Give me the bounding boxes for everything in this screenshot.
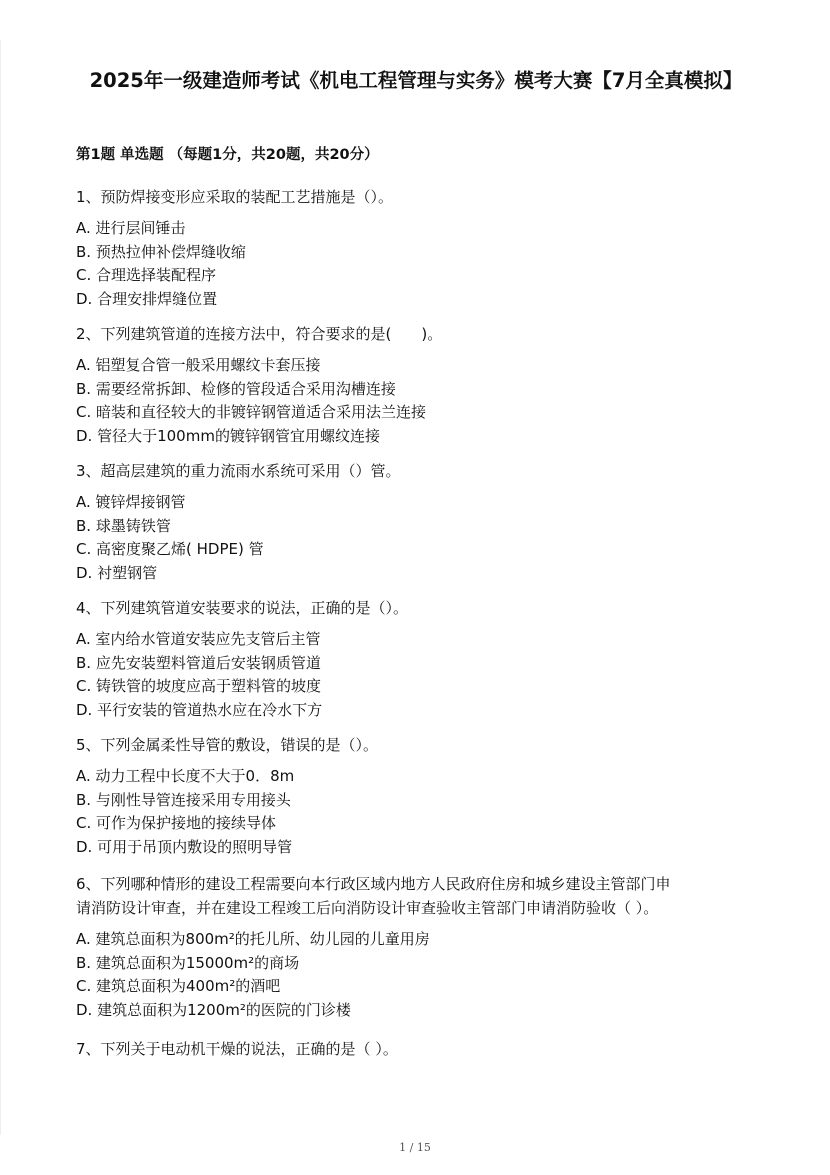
option-a: A. 进行层间锤击 xyxy=(76,219,186,237)
question-stem: 3、超高层建筑的重力流雨水系统可采用（）管。 xyxy=(76,462,401,480)
option-c: C. 铸铁管的坡度应高于塑料管的坡度 xyxy=(76,677,322,696)
option-d: D. 衬塑钢管 xyxy=(76,563,158,582)
option-c: C. 暗装和直径较大的非镀锌钢管道适合采用法兰连接 xyxy=(76,403,427,422)
option-d: D. 合理安排焊缝位置 xyxy=(76,289,218,308)
option-c: C. 建筑总面积为400m²的酒吧 xyxy=(76,977,281,996)
question-4 xyxy=(76,596,766,722)
question-stem-line-1: 6、下列哪种情形的建设工程需要向本行政区域内地方人民政府住房和城乡建设主管部门申 xyxy=(76,875,671,893)
option-a: A. 铝塑复合管一般采用螺纹卡套压接 xyxy=(76,356,321,374)
option-c: C. 合理选择装配程序 xyxy=(76,266,217,285)
question-stem: 5、下列金属柔性导管的敷设，错误的是（）。 xyxy=(76,736,379,754)
question-stem: 2、下列建筑管道的连接方法中，符合要求的是( )。 xyxy=(76,325,443,343)
question-1 xyxy=(76,185,766,311)
question-stem-line-2: 请消防设计审查，并在建设工程竣工后向消防设计审查验收主管部门申请消防验收（ ）。 xyxy=(76,899,659,917)
option-c: C. 可作为保护接地的接续导体 xyxy=(76,814,277,833)
option-b: B. 与刚性导管连接采用专用接头 xyxy=(76,790,291,809)
page-indicator: 1 / 15 xyxy=(399,1141,431,1154)
option-b: B. 需要经常拆卸、检修的管段适合采用沟槽连接 xyxy=(76,379,396,398)
option-a: A. 镀锌焊接钢管 xyxy=(76,493,186,511)
document-title: 2025年一级建造师考试《机电工程管理与实务》模考大赛【7月全真模拟】 xyxy=(89,69,743,92)
option-c: C. 高密度聚乙烯( HDPE) 管 xyxy=(76,540,264,559)
question-6 xyxy=(76,872,766,1022)
question-3 xyxy=(76,459,766,585)
option-d: D. 可用于吊顶内敷设的照明导管 xyxy=(76,837,293,856)
question-7 xyxy=(76,1037,766,1061)
option-b: B. 建筑总面积为15000m²的商场 xyxy=(76,953,300,972)
option-d: D. 管径大于100mm的镀锌钢管宜用螺纹连接 xyxy=(76,426,380,445)
question-stem: 1、预防焊接变形应采取的装配工艺措施是（）。 xyxy=(76,188,394,206)
option-a: A. 室内给水管道安装应先支管后主管 xyxy=(76,630,321,648)
question-stem: 4、下列建筑管道安装要求的说法，正确的是（）。 xyxy=(76,599,409,617)
document-page xyxy=(0,40,830,1135)
option-b: B. 预热拉伸补偿焊缝收缩 xyxy=(76,242,246,261)
option-d: D. 平行安装的管道热水应在冷水下方 xyxy=(76,700,323,719)
option-a: A. 建筑总面积为800m²的托儿所、幼儿园的儿童用房 xyxy=(76,930,430,948)
option-b: B. 应先安装塑料管道后安装钢质管道 xyxy=(76,653,321,672)
option-d: D. 建筑总面积为1200m²的医院的门诊楼 xyxy=(76,1000,351,1019)
option-b: B. 球墨铸铁管 xyxy=(76,516,171,535)
question-2 xyxy=(76,322,766,448)
question-5 xyxy=(76,733,766,859)
question-stem: 7、下列关于电动机干燥的说法，正确的是（ ）。 xyxy=(76,1040,398,1058)
option-a: A. 动力工程中长度不大于0．8m xyxy=(76,767,295,785)
section-header: 第1题 单选题 （每题1分，共20题，共20分） xyxy=(76,147,379,163)
